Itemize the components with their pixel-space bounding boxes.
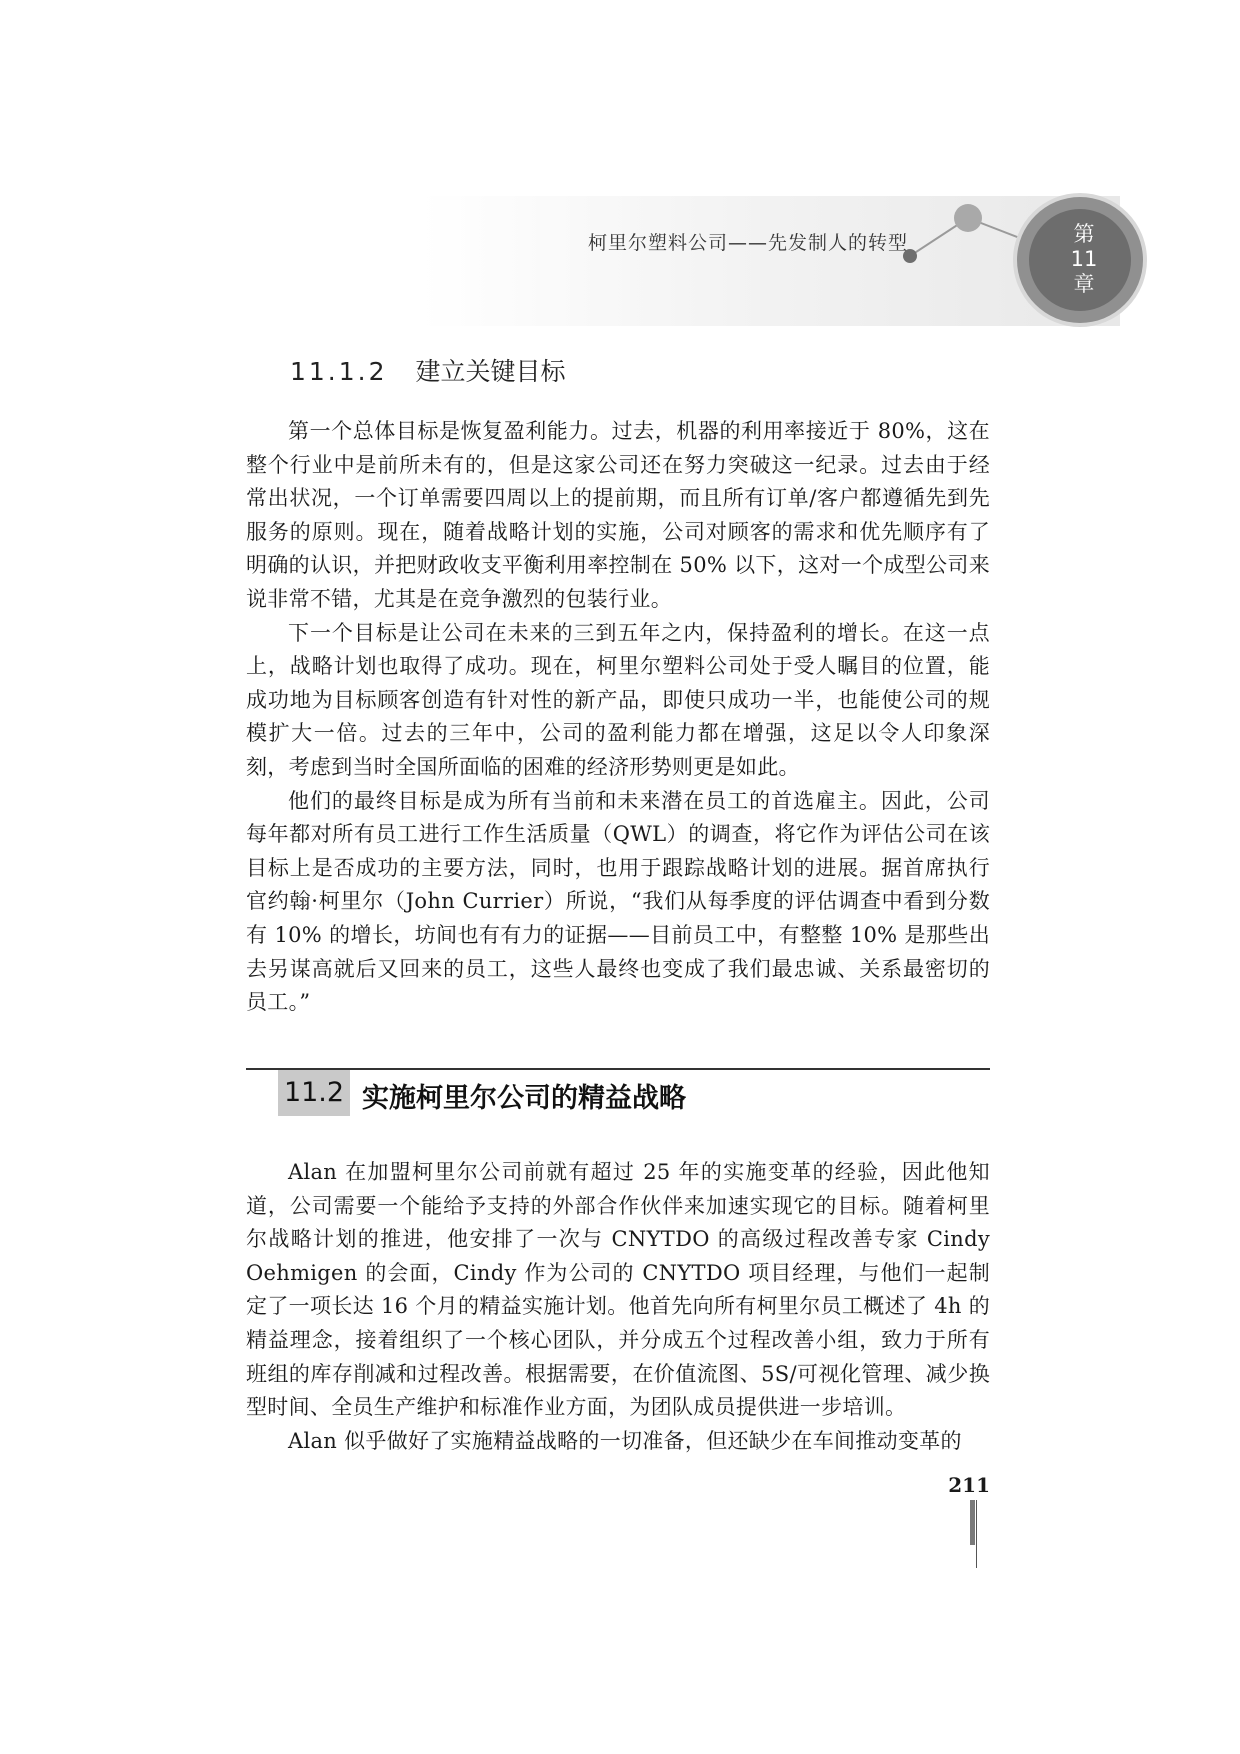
subsection-heading — [290, 352, 566, 388]
section-title: 实施柯里尔公司的精益战略 — [362, 1083, 686, 1114]
chapter-number: 11 — [1070, 247, 1098, 271]
subsection-number: 11.1.2 — [290, 357, 388, 386]
body-text-block-1 — [246, 415, 990, 1020]
large-dot — [954, 204, 982, 232]
page-number: 211 — [948, 1473, 990, 1497]
page-number-bar — [970, 1500, 975, 1545]
subsection-title: 建立关键目标 — [415, 357, 566, 386]
body-text-block-2 — [246, 1156, 990, 1458]
section-number: 11.2 — [278, 1070, 350, 1116]
paragraph: 下一个目标是让公司在未来的三到五年之内，保持盈利的增长。在这一点上，战略计划也取得了成功。现在，柯里尔塑料公司处于受人瞩目的位置，能成功地为目标顾客创造有针对性的新产品，即使只成功一半，也能使公司的规模扩大一倍。过去的三年中，公司的盈利能力都在增强，这足以令人印象深刻，考虑到当时全国所面临的困难的经济形势则更是如此。 — [246, 620, 990, 779]
chapter-prefix: 第 — [1073, 222, 1095, 246]
section-rule — [246, 1068, 990, 1070]
paragraph: 第一个总体目标是恢复盈利能力。过去，机器的利用率接近于 80%，这在整个行业中是前所未有的，但是这家公司还在努力突破这一纪录。过去由于经常出状况，一个订单需要四周以上的提前期，而且所有订单/客户都遵循先到先服务的原则。现在，随着战略计划的实施，公司对顾客的需求和优先顺序有了明确的认识，并把财政收支平衡利用率控制在 50% 以下，这对一个成型公司来说非常不错，尤其是在竞争激烈的包装行业。 — [246, 419, 990, 611]
chapter-label — [1052, 222, 1116, 297]
paragraph: 他们的最终目标是成为所有当前和未来潜在员工的首选雇主。因此，公司每年都对所有员工进行工作生活质量（QWL）的调查，将它作为评估公司在该目标上是否成功的主要方法，同时，也用于跟踪战略计划的进展。据首席执行官约翰·柯里尔（John Currier）所说，“我们从每季度的评估调查中看到分数有 10% 的增长，坊间也有有力的证据——目前员工中，有整整 10% 是那些出去另谋高就后又回来的员工，这些人最终也变成了我们最忠诚、关系最密切的员工。” — [246, 788, 990, 1015]
paragraph: Alan 似乎做好了实施精益战略的一切准备，但还缺少在车间推动变革的 — [288, 1428, 962, 1453]
page-number-line — [976, 1500, 977, 1568]
chapter-suffix: 章 — [1073, 272, 1095, 296]
paragraph: Alan 在加盟柯里尔公司前就有超过 25 年的实施变革的经验，因此他知道，公司需要一个能给予支持的外部合作伙伴来加速实现它的目标。随着柯里尔战略计划的推进，他安排了一次与 CNYTDO 的高级过程改善专家 Cindy Oehmigen 的会面，Cindy 作为公司的 CNYTDO 项目经理，与他们一起制定了一项长达 16 个月的精益实施计划。他首先向所有柯里尔员工概述了 4h 的精益理念，接着组织了一个核心团队，并分成五个过程改善小组，致力于所有班组的库存削减和过程改善。根据需要，在价值流图、5S/可视化管理、减少换型时间、全员生产维护和标准作业方面，为团队成员提供进一步培训。 — [246, 1160, 990, 1420]
running-title: 柯里尔塑料公司——先发制人的转型 — [588, 232, 909, 254]
